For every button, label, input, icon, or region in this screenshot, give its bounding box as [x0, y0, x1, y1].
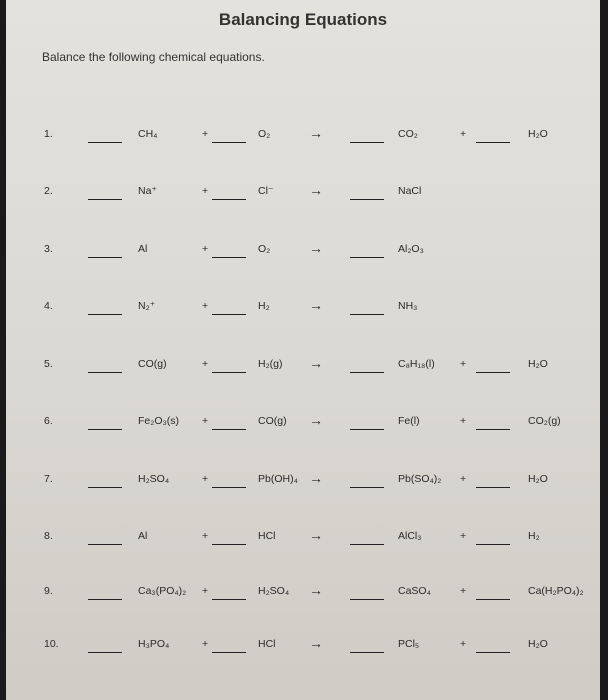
page-title: Balancing Equations [218, 10, 388, 29]
reactant-1: CH₄ [138, 128, 158, 140]
coefficient-blank[interactable] [88, 429, 122, 430]
coefficient-blank[interactable] [476, 544, 510, 545]
coefficient-blank[interactable] [88, 487, 122, 488]
reaction-arrow-icon: → [309, 240, 323, 256]
product-1: NaCl [398, 185, 422, 197]
plus-sign: + [202, 300, 209, 312]
coefficient-blank[interactable] [476, 372, 510, 373]
coefficient-blank[interactable] [88, 142, 122, 143]
plus-sign: + [460, 638, 467, 650]
coefficient-blank[interactable] [212, 544, 246, 545]
coefficient-blank[interactable] [88, 652, 122, 653]
equation-number: 3. [44, 243, 53, 255]
coefficient-blank[interactable] [88, 257, 122, 258]
plus-sign: + [460, 473, 467, 485]
coefficient-blank[interactable] [212, 487, 246, 488]
equation-number: 10. [44, 638, 59, 650]
reactant-1: N₂⁺ [138, 300, 156, 312]
product-2: H₂O [528, 128, 548, 140]
product-1: NH₃ [398, 300, 418, 312]
reactant-1: CO(g) [138, 358, 167, 370]
coefficient-blank[interactable] [350, 544, 384, 545]
reaction-arrow-icon: → [309, 125, 323, 141]
reactant-1: Al [138, 243, 148, 255]
product-2: H₂O [528, 638, 548, 650]
reaction-arrow-icon: → [309, 412, 323, 428]
reactant-1: Al [138, 530, 148, 542]
plus-sign: + [202, 415, 209, 427]
plus-sign: + [460, 585, 467, 597]
coefficient-blank[interactable] [88, 544, 122, 545]
equation-row [6, 635, 600, 658]
plus-sign: + [202, 358, 209, 370]
coefficient-blank[interactable] [212, 257, 246, 258]
plus-sign: + [202, 128, 209, 140]
product-1: Al₂O₃ [398, 243, 424, 255]
reaction-arrow-icon: → [309, 470, 323, 486]
product-1: C₈H₁₈(l) [398, 358, 435, 370]
coefficient-blank[interactable] [350, 314, 384, 315]
coefficient-blank[interactable] [212, 199, 246, 200]
product-2: H₂O [528, 473, 548, 485]
reaction-arrow-icon: → [309, 527, 323, 543]
reactant-1: Fe₂O₃(s) [138, 415, 180, 427]
reactant-1: H₃PO₄ [138, 638, 170, 650]
reactant-1: Na⁺ [138, 185, 157, 197]
instructions: Balance the following chemical equations. [42, 50, 265, 64]
equation-row [6, 527, 600, 550]
worksheet [6, 0, 600, 700]
plus-sign: + [202, 585, 209, 597]
reaction-arrow-icon: → [309, 182, 323, 198]
product-1: CO₂ [398, 128, 418, 140]
equation-row [6, 355, 600, 378]
coefficient-blank[interactable] [350, 142, 384, 143]
coefficient-blank[interactable] [212, 314, 246, 315]
product-2: CO₂(g) [528, 415, 561, 427]
reactant-2: H₂(g) [258, 358, 283, 370]
product-1: AlCl₃ [398, 530, 422, 542]
reactant-2: HCl [258, 530, 276, 542]
plus-sign: + [460, 128, 467, 140]
coefficient-blank[interactable] [212, 142, 246, 143]
reactant-2: Cl⁻ [258, 185, 274, 197]
reaction-arrow-icon: → [309, 297, 323, 313]
plus-sign: + [460, 415, 467, 427]
equation-row [6, 240, 600, 263]
reactant-2: O₂ [258, 243, 271, 255]
coefficient-blank[interactable] [350, 429, 384, 430]
coefficient-blank[interactable] [88, 314, 122, 315]
coefficient-blank[interactable] [476, 652, 510, 653]
equation-row [6, 582, 600, 605]
coefficient-blank[interactable] [212, 599, 246, 600]
coefficient-blank[interactable] [212, 372, 246, 373]
coefficient-blank[interactable] [350, 599, 384, 600]
reactant-2: H₂ [258, 300, 270, 312]
equation-row [6, 470, 600, 493]
coefficient-blank[interactable] [350, 372, 384, 373]
product-1: CaSO₄ [398, 585, 431, 597]
product-1: Pb(SO₄)₂ [398, 473, 442, 485]
reaction-arrow-icon: → [309, 355, 323, 371]
equation-number: 4. [44, 300, 53, 312]
plus-sign: + [202, 473, 209, 485]
equation-row [6, 125, 600, 148]
coefficient-blank[interactable] [476, 142, 510, 143]
equation-number: 8. [44, 530, 53, 542]
reactant-2: Pb(OH)₄ [258, 473, 298, 485]
equation-number: 2. [44, 185, 53, 197]
plus-sign: + [202, 638, 209, 650]
plus-sign: + [460, 530, 467, 542]
coefficient-blank[interactable] [350, 257, 384, 258]
equation-number: 9. [44, 585, 53, 597]
coefficient-blank[interactable] [476, 429, 510, 430]
plus-sign: + [460, 358, 467, 370]
product-2: Ca(H₂PO₄)₂ [528, 585, 584, 597]
coefficient-blank[interactable] [212, 429, 246, 430]
coefficient-blank[interactable] [476, 599, 510, 600]
coefficient-blank[interactable] [88, 599, 122, 600]
equation-row [6, 412, 600, 435]
product-1: PCl₅ [398, 638, 420, 650]
reactant-2: HCl [258, 638, 276, 650]
coefficient-blank[interactable] [350, 652, 384, 653]
reactant-2: O₂ [258, 128, 271, 140]
coefficient-blank[interactable] [350, 487, 384, 488]
coefficient-blank[interactable] [88, 199, 122, 200]
reactant-1: H₂SO₄ [138, 473, 170, 485]
equation-row [6, 297, 600, 320]
plus-sign: + [202, 530, 209, 542]
product-2: H₂ [528, 530, 540, 542]
plus-sign: + [202, 243, 209, 255]
equation-number: 6. [44, 415, 53, 427]
equation-row [6, 182, 600, 205]
reactant-2: CO(g) [258, 415, 287, 427]
plus-sign: + [202, 185, 209, 197]
product-1: Fe(l) [398, 415, 420, 427]
coefficient-blank[interactable] [350, 199, 384, 200]
product-2: H₂O [528, 358, 548, 370]
reactant-1: Ca₃(PO₄)₂ [138, 585, 187, 597]
equation-number: 1. [44, 128, 53, 140]
equation-number: 7. [44, 473, 53, 485]
reactant-2: H₂SO₄ [258, 585, 290, 597]
equation-number: 5. [44, 358, 53, 370]
reaction-arrow-icon: → [309, 582, 323, 598]
reaction-arrow-icon: → [309, 635, 323, 651]
coefficient-blank[interactable] [212, 652, 246, 653]
coefficient-blank[interactable] [88, 372, 122, 373]
coefficient-blank[interactable] [476, 487, 510, 488]
